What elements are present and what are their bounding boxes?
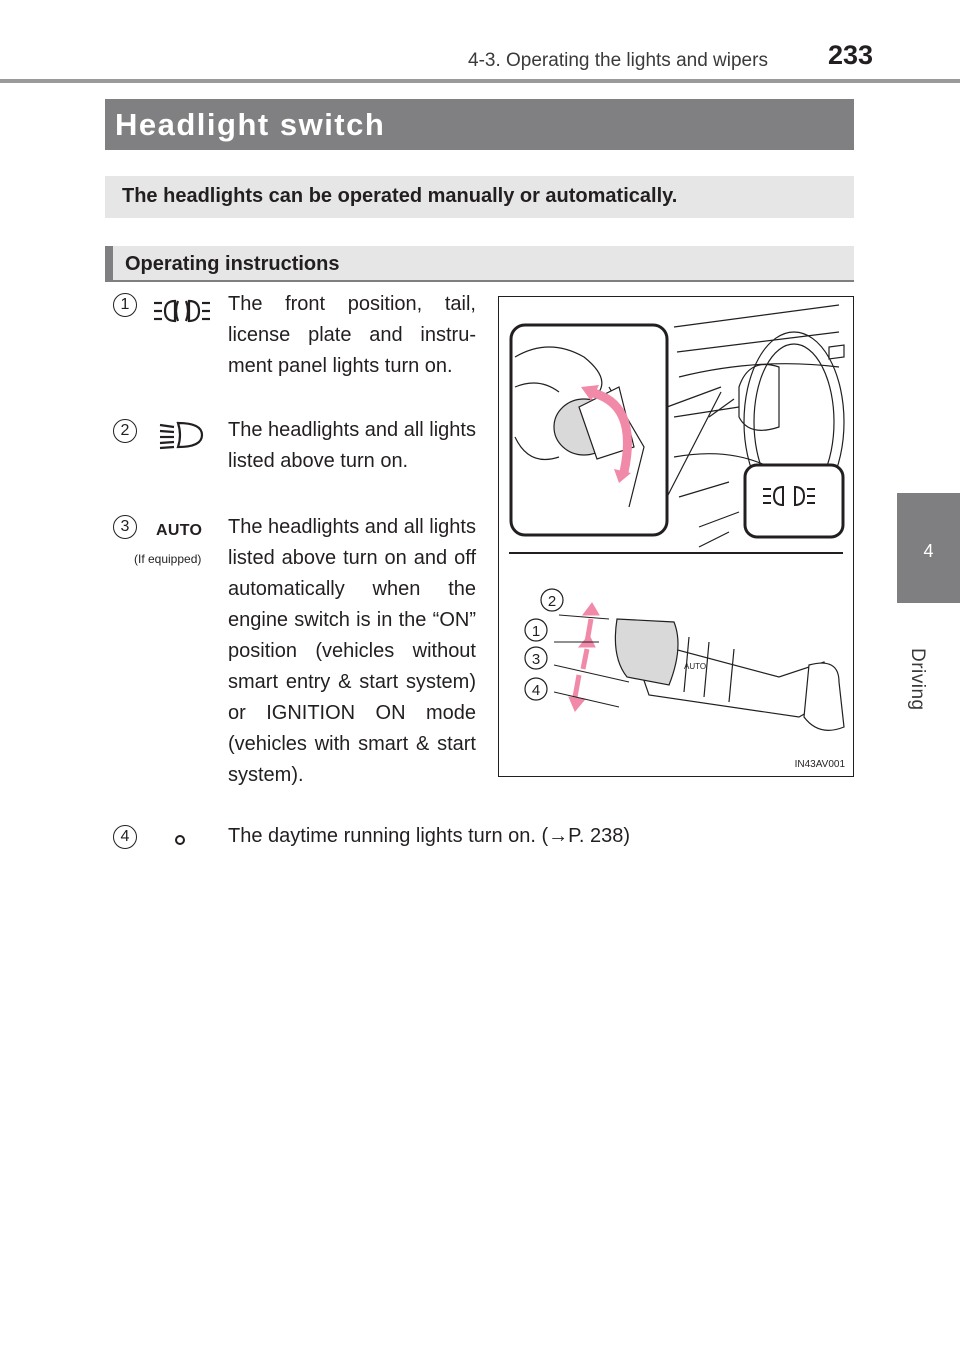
if-equipped-note: (If equipped) xyxy=(134,552,202,566)
section-heading-box xyxy=(105,246,854,282)
figure-callout-3: 3 xyxy=(531,651,541,668)
section-heading: Operating instructions xyxy=(125,253,340,275)
subtitle-box xyxy=(105,176,854,218)
figure-callout-4: 4 xyxy=(531,682,541,699)
item-1-text: The front position, tail, license plate and instru-ment panel lights turn on. xyxy=(228,293,476,377)
headlight-icon xyxy=(158,419,204,456)
lever-auto-label: AUTO xyxy=(684,662,707,671)
chapter-number: 4 xyxy=(923,541,934,561)
auto-icon: AUTO xyxy=(156,522,203,539)
item-2-text: The headlights and all lights listed above turn on. xyxy=(228,419,476,472)
page-number: 233 xyxy=(828,40,874,70)
item-3-text: The headlights and all lights listed above turn on and off automatically when the engine switch is in the “ON” position (vehicles without smart entry & start system) or IGNITION ON mode (vehicles with smart & start system). xyxy=(228,516,476,786)
item-2-number: 2 xyxy=(113,419,137,443)
figure-callout-1: 1 xyxy=(531,623,541,640)
page-title: Headlight switch xyxy=(115,107,386,142)
figure-illustration xyxy=(499,297,853,776)
title-bar xyxy=(105,99,854,150)
chapter-label: Driving xyxy=(907,648,928,711)
subtitle-text: The headlights can be operated manually or automatically. xyxy=(122,185,678,207)
item-4-text: The daytime running lights turn on. (→P. 238) xyxy=(228,825,631,847)
headlight-switch-figure xyxy=(498,296,854,777)
item-3-number: 3 xyxy=(113,515,137,539)
off-icon xyxy=(174,833,186,851)
figure-callout-2: 2 xyxy=(547,593,557,610)
item-1-number: 1 xyxy=(113,293,137,317)
item-4-number: 4 xyxy=(113,825,137,849)
header-rule xyxy=(0,79,960,83)
tail-lights-icon xyxy=(152,295,214,332)
figure-code: IN43AV001 xyxy=(794,759,845,770)
header-section-title: 4-3. Operating the lights and wipers xyxy=(468,50,768,71)
